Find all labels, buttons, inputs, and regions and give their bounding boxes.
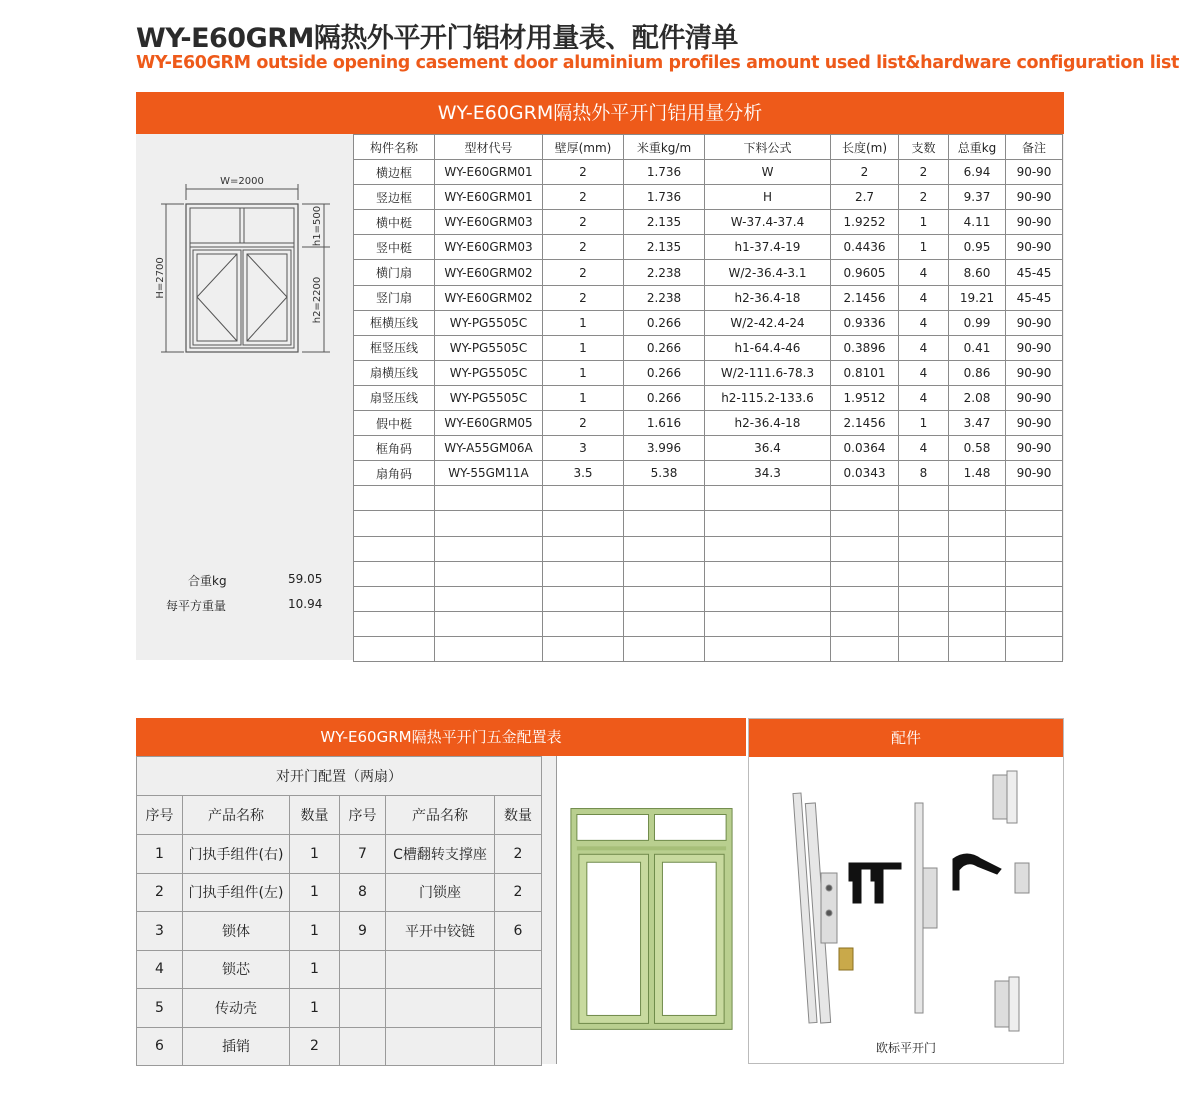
table-cell: 2.1456 bbox=[831, 285, 899, 310]
table-cell: h2-36.4-18 bbox=[705, 411, 831, 436]
table-cell: 4.11 bbox=[949, 210, 1006, 235]
table-cell: 假中梃 bbox=[354, 411, 435, 436]
empty-cell bbox=[354, 536, 435, 561]
empty-cell bbox=[1006, 611, 1063, 636]
hardware-cell bbox=[386, 989, 495, 1028]
table-cell: 2 bbox=[543, 160, 624, 185]
table-cell: 1 bbox=[543, 335, 624, 360]
hardware-cell: 1 bbox=[137, 835, 183, 874]
left-door-leaf bbox=[193, 250, 241, 345]
table-cell: 90-90 bbox=[1006, 360, 1063, 385]
hardware-row bbox=[137, 912, 542, 951]
hardware-row bbox=[137, 835, 542, 874]
hardware-cell: 4 bbox=[137, 950, 183, 989]
empty-cell bbox=[705, 511, 831, 536]
table-cell: 90-90 bbox=[1006, 235, 1063, 260]
table-cell: 扇角码 bbox=[354, 461, 435, 486]
column-header: 备注 bbox=[1006, 135, 1063, 160]
table-cell: 34.3 bbox=[705, 461, 831, 486]
table-cell: 2.1456 bbox=[831, 411, 899, 436]
empty-cell bbox=[949, 536, 1006, 561]
empty-cell bbox=[705, 486, 831, 511]
table-cell: 90-90 bbox=[1006, 385, 1063, 410]
empty-cell bbox=[1006, 636, 1063, 661]
empty-cell bbox=[899, 611, 949, 636]
table-row bbox=[354, 335, 1063, 360]
hardware-accessories-image bbox=[749, 763, 1063, 1033]
column-header: 长度(m) bbox=[831, 135, 899, 160]
table-cell: 2 bbox=[543, 411, 624, 436]
table-cell: WY-PG5505C bbox=[435, 335, 543, 360]
table-cell: W/2-36.4-3.1 bbox=[705, 260, 831, 285]
table-cell: 2 bbox=[543, 235, 624, 260]
table-cell: 0.266 bbox=[624, 310, 705, 335]
empty-cell bbox=[831, 586, 899, 611]
empty-cell bbox=[354, 611, 435, 636]
empty-cell bbox=[949, 561, 1006, 586]
table-cell: 9.37 bbox=[949, 185, 1006, 210]
hardware-cell bbox=[495, 950, 542, 989]
total-weight-label: 合重kg bbox=[188, 574, 227, 588]
hardware-cell: 1 bbox=[290, 989, 340, 1028]
table-cell: 4 bbox=[899, 385, 949, 410]
empty-cell bbox=[435, 561, 543, 586]
right-door-leaf bbox=[243, 250, 291, 345]
hardware-cell: 1 bbox=[290, 873, 340, 912]
table-row bbox=[354, 511, 1063, 536]
table-cell: 4 bbox=[899, 360, 949, 385]
empty-cell bbox=[949, 636, 1006, 661]
empty-cell bbox=[354, 511, 435, 536]
table-cell: 2 bbox=[543, 285, 624, 310]
hardware-cell: 1 bbox=[290, 950, 340, 989]
empty-cell bbox=[949, 486, 1006, 511]
table-cell: 横中梃 bbox=[354, 210, 435, 235]
table-cell: 0.266 bbox=[624, 385, 705, 410]
table-row bbox=[354, 611, 1063, 636]
table-cell: WY-E60GRM01 bbox=[435, 185, 543, 210]
table-cell: H bbox=[705, 185, 831, 210]
table-cell: 0.266 bbox=[624, 335, 705, 360]
hardware-cell: 8 bbox=[340, 873, 386, 912]
table-cell: WY-E60GRM05 bbox=[435, 411, 543, 436]
hardware-cell: 门执手组件(左) bbox=[183, 873, 290, 912]
table-row bbox=[354, 185, 1063, 210]
table-cell: 5.38 bbox=[624, 461, 705, 486]
table-row bbox=[354, 310, 1063, 335]
table-cell: h2-36.4-18 bbox=[705, 285, 831, 310]
table-cell: 90-90 bbox=[1006, 335, 1063, 360]
table-row bbox=[354, 260, 1063, 285]
empty-cell bbox=[899, 561, 949, 586]
table-cell: 2 bbox=[543, 210, 624, 235]
table-cell: 2 bbox=[543, 260, 624, 285]
empty-cell bbox=[435, 536, 543, 561]
accessories-caption: 欧标平开门 bbox=[875, 1041, 936, 1055]
empty-cell bbox=[831, 636, 899, 661]
table-cell: 1.48 bbox=[949, 461, 1006, 486]
table-cell: 0.3896 bbox=[831, 335, 899, 360]
h1-label: h1=500 bbox=[312, 205, 323, 247]
column-header: 壁厚(mm) bbox=[543, 135, 624, 160]
table-cell: WY-55GM11A bbox=[435, 461, 543, 486]
table-cell: 90-90 bbox=[1006, 411, 1063, 436]
weight-per-sqm-value: 10.94 bbox=[288, 597, 323, 611]
hardware-cell: 2 bbox=[495, 873, 542, 912]
empty-cell bbox=[543, 561, 624, 586]
column-header: 产品名称 bbox=[386, 796, 495, 835]
table-cell: 1 bbox=[543, 360, 624, 385]
hardware-row bbox=[137, 950, 542, 989]
table-cell: 8.60 bbox=[949, 260, 1006, 285]
empty-cell bbox=[899, 536, 949, 561]
accessories-panel-header: 配件 bbox=[749, 719, 1063, 757]
table-cell: 0.58 bbox=[949, 436, 1006, 461]
table-cell: 2.7 bbox=[831, 185, 899, 210]
hardware-cell bbox=[386, 1027, 495, 1066]
empty-cell bbox=[354, 636, 435, 661]
table-cell: 2.135 bbox=[624, 235, 705, 260]
empty-cell bbox=[1006, 586, 1063, 611]
double-door-window-image bbox=[556, 756, 746, 1064]
table-cell: 90-90 bbox=[1006, 185, 1063, 210]
table-cell: 2.135 bbox=[624, 210, 705, 235]
empty-cell bbox=[949, 586, 1006, 611]
table-row bbox=[354, 536, 1063, 561]
width-label: W=2000 bbox=[220, 176, 264, 187]
empty-cell bbox=[831, 561, 899, 586]
empty-cell bbox=[831, 536, 899, 561]
table-cell: 2.238 bbox=[624, 285, 705, 310]
table-cell: 横门扇 bbox=[354, 260, 435, 285]
empty-cell bbox=[354, 486, 435, 511]
empty-cell bbox=[543, 511, 624, 536]
table-cell: 45-45 bbox=[1006, 260, 1063, 285]
empty-cell bbox=[435, 636, 543, 661]
empty-cell bbox=[435, 611, 543, 636]
empty-cell bbox=[354, 586, 435, 611]
hardware-config-table bbox=[136, 756, 542, 1066]
hardware-cell bbox=[340, 950, 386, 989]
table-cell: 0.41 bbox=[949, 335, 1006, 360]
profile-usage-table bbox=[353, 134, 1063, 662]
table-cell: 1 bbox=[899, 210, 949, 235]
table-cell: 36.4 bbox=[705, 436, 831, 461]
empty-cell bbox=[435, 586, 543, 611]
table-cell: 4 bbox=[899, 260, 949, 285]
hardware-cell: 5 bbox=[137, 989, 183, 1028]
table-cell: 4 bbox=[899, 335, 949, 360]
empty-cell bbox=[831, 511, 899, 536]
table-cell: 4 bbox=[899, 310, 949, 335]
table-row bbox=[354, 586, 1063, 611]
table-row bbox=[354, 436, 1063, 461]
hardware-cell: 传动壳 bbox=[183, 989, 290, 1028]
hardware-cell bbox=[340, 1027, 386, 1066]
hardware-row bbox=[137, 989, 542, 1028]
page-title: WY-E60GRM隔热外平开门铝材用量表、配件清单 bbox=[136, 23, 738, 54]
table-cell: 90-90 bbox=[1006, 436, 1063, 461]
page-subtitle: WY-E60GRM outside opening casement door aluminium profiles amount used list&hardware configuration list bbox=[136, 53, 1179, 73]
empty-cell bbox=[354, 561, 435, 586]
empty-cell bbox=[949, 611, 1006, 636]
hardware-cell: 6 bbox=[495, 912, 542, 951]
column-header: 序号 bbox=[340, 796, 386, 835]
column-header: 型材代号 bbox=[435, 135, 543, 160]
table-cell: 1 bbox=[899, 235, 949, 260]
empty-cell bbox=[1006, 486, 1063, 511]
table-cell: W/2-111.6-78.3 bbox=[705, 360, 831, 385]
table-cell: 4 bbox=[899, 285, 949, 310]
table-cell: 90-90 bbox=[1006, 210, 1063, 235]
table-cell: 1.9512 bbox=[831, 385, 899, 410]
hardware-cell: 锁芯 bbox=[183, 950, 290, 989]
hardware-row bbox=[137, 1027, 542, 1066]
table-cell: 90-90 bbox=[1006, 160, 1063, 185]
column-header: 产品名称 bbox=[183, 796, 290, 835]
hardware-cell: 6 bbox=[137, 1027, 183, 1066]
table-row bbox=[354, 461, 1063, 486]
empty-cell bbox=[899, 511, 949, 536]
empty-cell bbox=[624, 561, 705, 586]
table-cell: 90-90 bbox=[1006, 461, 1063, 486]
hardware-subtitle: 对开门配置（两扇） bbox=[137, 757, 542, 796]
hardware-header-row bbox=[137, 796, 542, 835]
table-cell: 框竖压线 bbox=[354, 335, 435, 360]
table-cell: h2-115.2-133.6 bbox=[705, 385, 831, 410]
table-cell: 1.616 bbox=[624, 411, 705, 436]
table-cell: 1.736 bbox=[624, 185, 705, 210]
hardware-cell: C槽翻转支撑座 bbox=[386, 835, 495, 874]
hardware-cell: 3 bbox=[137, 912, 183, 951]
table-cell: 0.9336 bbox=[831, 310, 899, 335]
table-cell: h1-37.4-19 bbox=[705, 235, 831, 260]
empty-cell bbox=[899, 636, 949, 661]
table-cell: 1 bbox=[543, 310, 624, 335]
table-row bbox=[354, 385, 1063, 410]
table-cell: 90-90 bbox=[1006, 310, 1063, 335]
table-cell: W bbox=[705, 160, 831, 185]
empty-cell bbox=[435, 486, 543, 511]
table-header-row bbox=[354, 135, 1063, 160]
table-cell: 0.95 bbox=[949, 235, 1006, 260]
empty-cell bbox=[831, 486, 899, 511]
empty-cell bbox=[899, 586, 949, 611]
table-cell: 45-45 bbox=[1006, 285, 1063, 310]
weight-per-sqm-label: 每平方重量 bbox=[166, 599, 227, 613]
table-cell: 0.86 bbox=[949, 360, 1006, 385]
table-cell: W-37.4-37.4 bbox=[705, 210, 831, 235]
total-weight-value: 59.05 bbox=[288, 572, 323, 586]
hardware-config-panel bbox=[136, 718, 746, 1064]
table-cell: WY-PG5505C bbox=[435, 385, 543, 410]
empty-cell bbox=[435, 511, 543, 536]
table-row bbox=[354, 561, 1063, 586]
h2-label: h2=2200 bbox=[312, 276, 323, 324]
empty-cell bbox=[624, 586, 705, 611]
column-header: 总重kg bbox=[949, 135, 1006, 160]
table-cell: 0.0343 bbox=[831, 461, 899, 486]
table-cell: 2 bbox=[899, 160, 949, 185]
height-label: H=2700 bbox=[155, 257, 166, 299]
table-cell: 竖中梃 bbox=[354, 235, 435, 260]
table-cell: 1.9252 bbox=[831, 210, 899, 235]
empty-cell bbox=[543, 636, 624, 661]
hardware-cell: 锁体 bbox=[183, 912, 290, 951]
table-cell: WY-E60GRM02 bbox=[435, 285, 543, 310]
table-cell: 1 bbox=[899, 411, 949, 436]
profile-panel-header: WY-E60GRM隔热外平开门铝用量分析 bbox=[136, 92, 1064, 134]
empty-cell bbox=[624, 536, 705, 561]
empty-cell bbox=[543, 611, 624, 636]
empty-cell bbox=[705, 536, 831, 561]
empty-cell bbox=[1006, 511, 1063, 536]
table-cell: WY-PG5505C bbox=[435, 310, 543, 335]
table-row bbox=[354, 636, 1063, 661]
column-header: 支数 bbox=[899, 135, 949, 160]
empty-cell bbox=[831, 611, 899, 636]
empty-cell bbox=[1006, 536, 1063, 561]
table-cell: 框角码 bbox=[354, 436, 435, 461]
table-cell: 扇横压线 bbox=[354, 360, 435, 385]
table-cell: WY-PG5505C bbox=[435, 360, 543, 385]
hardware-panel-header: WY-E60GRM隔热平开门五金配置表 bbox=[136, 718, 746, 756]
table-cell: 框横压线 bbox=[354, 310, 435, 335]
table-row bbox=[354, 360, 1063, 385]
hardware-cell: 插销 bbox=[183, 1027, 290, 1066]
hardware-cell: 2 bbox=[290, 1027, 340, 1066]
hardware-cell: 门执手组件(右) bbox=[183, 835, 290, 874]
table-row bbox=[354, 235, 1063, 260]
table-cell: 4 bbox=[899, 436, 949, 461]
column-header: 米重kg/m bbox=[624, 135, 705, 160]
table-cell: 2.238 bbox=[624, 260, 705, 285]
empty-cell bbox=[543, 536, 624, 561]
table-row bbox=[354, 210, 1063, 235]
empty-cell bbox=[624, 486, 705, 511]
empty-cell bbox=[705, 561, 831, 586]
hardware-row bbox=[137, 873, 542, 912]
table-cell: 3 bbox=[543, 436, 624, 461]
table-cell: 2.08 bbox=[949, 385, 1006, 410]
table-cell: 1 bbox=[543, 385, 624, 410]
hardware-cell: 门锁座 bbox=[386, 873, 495, 912]
table-cell: 0.9605 bbox=[831, 260, 899, 285]
table-cell: 0.99 bbox=[949, 310, 1006, 335]
table-row bbox=[354, 486, 1063, 511]
table-cell: 1.736 bbox=[624, 160, 705, 185]
empty-cell bbox=[705, 586, 831, 611]
table-cell: WY-E60GRM03 bbox=[435, 210, 543, 235]
table-cell: 6.94 bbox=[949, 160, 1006, 185]
table-cell: 0.266 bbox=[624, 360, 705, 385]
table-cell: 3.996 bbox=[624, 436, 705, 461]
empty-cell bbox=[624, 636, 705, 661]
empty-cell bbox=[949, 511, 1006, 536]
table-cell: 0.0364 bbox=[831, 436, 899, 461]
column-header: 构件名称 bbox=[354, 135, 435, 160]
hardware-cell bbox=[495, 1027, 542, 1066]
empty-cell bbox=[543, 486, 624, 511]
table-cell: 19.21 bbox=[949, 285, 1006, 310]
empty-cell bbox=[705, 636, 831, 661]
table-row bbox=[354, 285, 1063, 310]
hardware-cell: 2 bbox=[495, 835, 542, 874]
column-header: 序号 bbox=[137, 796, 183, 835]
hardware-cell: 2 bbox=[137, 873, 183, 912]
table-cell: 3.47 bbox=[949, 411, 1006, 436]
table-cell: WY-E60GRM01 bbox=[435, 160, 543, 185]
empty-cell bbox=[624, 511, 705, 536]
table-cell: 2 bbox=[899, 185, 949, 210]
table-cell: 3.5 bbox=[543, 461, 624, 486]
hardware-cell bbox=[340, 989, 386, 1028]
hardware-cell bbox=[386, 950, 495, 989]
hardware-cell: 1 bbox=[290, 912, 340, 951]
table-cell: WY-E60GRM02 bbox=[435, 260, 543, 285]
empty-cell bbox=[705, 611, 831, 636]
hardware-cell: 7 bbox=[340, 835, 386, 874]
table-cell: 竖边框 bbox=[354, 185, 435, 210]
accessories-panel bbox=[748, 718, 1064, 1064]
table-cell: 竖门扇 bbox=[354, 285, 435, 310]
table-cell: 横边框 bbox=[354, 160, 435, 185]
hardware-cell bbox=[495, 989, 542, 1028]
table-cell: 0.4436 bbox=[831, 235, 899, 260]
table-cell: 扇竖压线 bbox=[354, 385, 435, 410]
hardware-cell: 平开中铰链 bbox=[386, 912, 495, 951]
hardware-cell: 1 bbox=[290, 835, 340, 874]
column-header: 数量 bbox=[495, 796, 542, 835]
door-outer-frame bbox=[186, 204, 298, 352]
table-cell: WY-A55GM06A bbox=[435, 436, 543, 461]
table-cell: W/2-42.4-24 bbox=[705, 310, 831, 335]
empty-cell bbox=[543, 586, 624, 611]
table-cell: 2 bbox=[831, 160, 899, 185]
table-cell: 2 bbox=[543, 185, 624, 210]
table-cell: h1-64.4-46 bbox=[705, 335, 831, 360]
empty-cell bbox=[899, 486, 949, 511]
table-row bbox=[354, 160, 1063, 185]
empty-cell bbox=[1006, 561, 1063, 586]
table-row bbox=[354, 411, 1063, 436]
column-header: 下料公式 bbox=[705, 135, 831, 160]
table-cell: 0.8101 bbox=[831, 360, 899, 385]
table-cell: 8 bbox=[899, 461, 949, 486]
hardware-cell: 9 bbox=[340, 912, 386, 951]
table-cell: WY-E60GRM03 bbox=[435, 235, 543, 260]
column-header: 数量 bbox=[290, 796, 340, 835]
empty-cell bbox=[624, 611, 705, 636]
